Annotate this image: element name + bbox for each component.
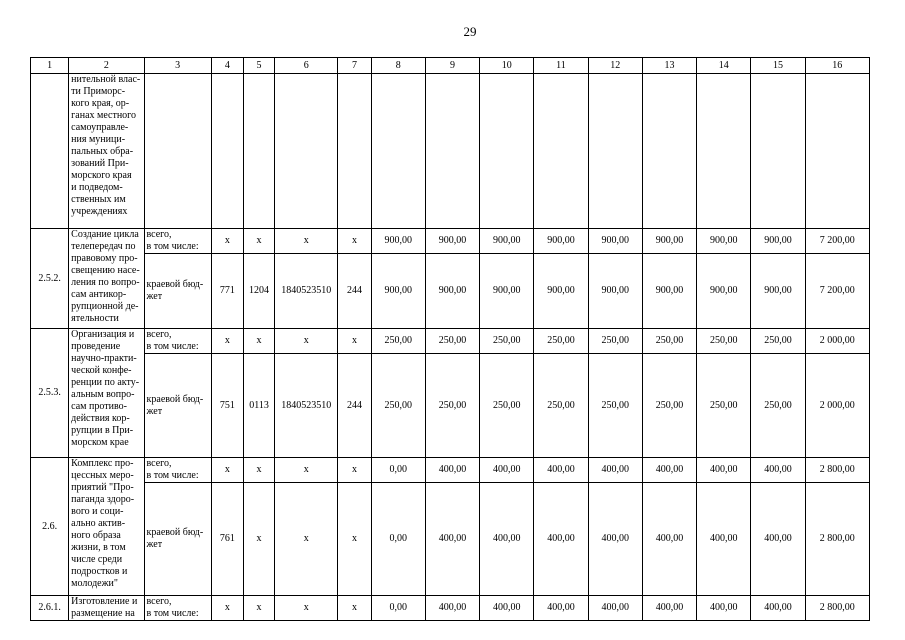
value-cell: 900,00 [697,254,751,329]
value-cell: 400,00 [425,458,479,483]
value-cell: 400,00 [534,596,588,621]
value-cell: x [211,458,243,483]
item-number-cell: 2.5.3. [31,329,69,458]
value-cell: 900,00 [371,254,425,329]
value-cell: 250,00 [751,329,805,354]
value-cell: 900,00 [751,254,805,329]
table-cell [751,74,805,229]
value-cell: 400,00 [642,483,696,596]
column-header: 14 [697,58,751,74]
source-cell: всего, в том числе: [144,329,211,354]
column-header: 5 [243,58,274,74]
value-cell: x [243,329,274,354]
item-name-cell: Организация и проведение научно-практи- ческой конфе- ренции по акту- альным вопро- сам противо- действия кор- рупции в При- морском крае [69,329,144,458]
item-number-cell: 2.6. [31,458,69,596]
item-name-cell: Изготовление и размещение на [69,596,144,621]
source-cell: всего, в том числе: [144,458,211,483]
value-cell: 400,00 [751,483,805,596]
value-cell: 244 [338,354,371,458]
table-cell [534,74,588,229]
item-name-cell: Комплекс про- цессных меро- приятий "Про- паганда здоро- вого и соци- ально актив- ного образа жизни, в том числе среди подростков и молодежи" [69,458,144,596]
value-cell: 751 [211,354,243,458]
value-cell: 2 800,00 [805,458,869,483]
table-row [31,74,870,229]
item-name-cell: Создание цикла телепередач по правовому про- свещению насе- ления по вопро- сам антикор- рупционной де- ятельности [69,229,144,329]
value-cell: 400,00 [534,483,588,596]
table-cell [144,74,211,229]
value-cell: 400,00 [588,458,642,483]
table-cell [697,74,751,229]
value-cell: x [338,458,371,483]
column-header: 2 [69,58,144,74]
value-cell: 900,00 [751,229,805,254]
value-cell: 900,00 [588,229,642,254]
table-cell [371,74,425,229]
column-header: 10 [480,58,534,74]
value-cell: x [243,229,274,254]
value-cell: x [338,229,371,254]
column-header: 15 [751,58,805,74]
column-header: 12 [588,58,642,74]
value-cell: x [275,229,338,254]
source-cell: краевой бюд- жет [144,483,211,596]
value-cell: 250,00 [588,329,642,354]
value-cell: x [211,229,243,254]
value-cell: 250,00 [425,354,479,458]
value-cell: 250,00 [371,329,425,354]
value-cell: 250,00 [480,329,534,354]
column-header: 4 [211,58,243,74]
column-header: 7 [338,58,371,74]
table-cell [211,74,243,229]
value-cell: 400,00 [642,458,696,483]
table-row [31,458,870,483]
value-cell: 400,00 [425,483,479,596]
value-cell: 900,00 [642,254,696,329]
value-cell: 900,00 [480,229,534,254]
table-cell [338,74,371,229]
value-cell: 2 000,00 [805,329,869,354]
table-row [31,483,870,596]
column-header: 13 [642,58,696,74]
value-cell: 7 200,00 [805,254,869,329]
value-cell: x [243,596,274,621]
value-cell: 250,00 [697,354,751,458]
value-cell: 400,00 [480,458,534,483]
value-cell: 400,00 [425,596,479,621]
value-cell: 1840523510 [275,354,338,458]
column-header: 6 [275,58,338,74]
value-cell: 0,00 [371,596,425,621]
value-cell: 250,00 [371,354,425,458]
page-number: 29 [463,24,477,39]
column-header: 9 [425,58,479,74]
value-cell: 900,00 [480,254,534,329]
item-number-cell: 2.6.1. [31,596,69,621]
table-cell [275,74,338,229]
value-cell: 900,00 [534,229,588,254]
value-cell: 250,00 [697,329,751,354]
value-cell: 7 200,00 [805,229,869,254]
column-header: 8 [371,58,425,74]
table-cell [425,74,479,229]
item-number-cell: 2.5.2. [31,229,69,329]
table-row [31,229,870,254]
value-cell: 761 [211,483,243,596]
value-cell: x [338,329,371,354]
value-cell: 900,00 [697,229,751,254]
source-cell: всего, в том числе: [144,596,211,621]
table-row [31,254,870,329]
value-cell: 250,00 [425,329,479,354]
value-cell: 250,00 [534,329,588,354]
value-cell: 2 800,00 [805,483,869,596]
header-row [31,58,870,74]
value-cell: 771 [211,254,243,329]
value-cell: 400,00 [480,596,534,621]
table-cell [805,74,869,229]
item-name-cell: нительной влас- ти Приморс- кого края, ор- ганах местного самоуправле- ния муници- пальных обра- зований При- морского края и подведом- ственных им учреждениях [69,74,144,229]
column-header: 16 [805,58,869,74]
value-cell: 250,00 [642,354,696,458]
value-cell: x [243,458,274,483]
table-cell [480,74,534,229]
table-row [31,596,870,621]
table-row [31,329,870,354]
value-cell: 2 000,00 [805,354,869,458]
source-cell: всего, в том числе: [144,229,211,254]
value-cell: 244 [338,254,371,329]
value-cell: 1204 [243,254,274,329]
value-cell: 900,00 [371,229,425,254]
value-cell: 900,00 [642,229,696,254]
value-cell: 400,00 [751,596,805,621]
value-cell: 400,00 [697,483,751,596]
value-cell: x [338,596,371,621]
column-header: 1 [31,58,69,74]
value-cell: 250,00 [588,354,642,458]
value-cell: x [275,458,338,483]
value-cell: 250,00 [642,329,696,354]
value-cell: x [275,329,338,354]
value-cell: x [275,483,338,596]
value-cell: 0,00 [371,458,425,483]
value-cell: 400,00 [751,458,805,483]
column-header: 11 [534,58,588,74]
budget-table [30,57,870,621]
table-cell [243,74,274,229]
table-cell [588,74,642,229]
value-cell: 250,00 [480,354,534,458]
value-cell: 400,00 [480,483,534,596]
value-cell: 400,00 [588,596,642,621]
value-cell: 0113 [243,354,274,458]
value-cell: 250,00 [751,354,805,458]
value-cell: x [211,596,243,621]
value-cell: 400,00 [642,596,696,621]
value-cell: x [338,483,371,596]
value-cell: 1840523510 [275,254,338,329]
value-cell: 0,00 [371,483,425,596]
value-cell: x [211,329,243,354]
value-cell: 900,00 [534,254,588,329]
value-cell: 250,00 [534,354,588,458]
value-cell: 2 800,00 [805,596,869,621]
value-cell: 400,00 [697,596,751,621]
value-cell: x [243,483,274,596]
source-cell: краевой бюд- жет [144,354,211,458]
table-cell [642,74,696,229]
source-cell: краевой бюд- жет [144,254,211,329]
table-cell [31,74,69,229]
value-cell: 900,00 [425,254,479,329]
value-cell: 400,00 [588,483,642,596]
value-cell: 900,00 [425,229,479,254]
value-cell: x [275,596,338,621]
column-header: 3 [144,58,211,74]
value-cell: 400,00 [534,458,588,483]
value-cell: 900,00 [588,254,642,329]
value-cell: 400,00 [697,458,751,483]
table-row [31,354,870,458]
